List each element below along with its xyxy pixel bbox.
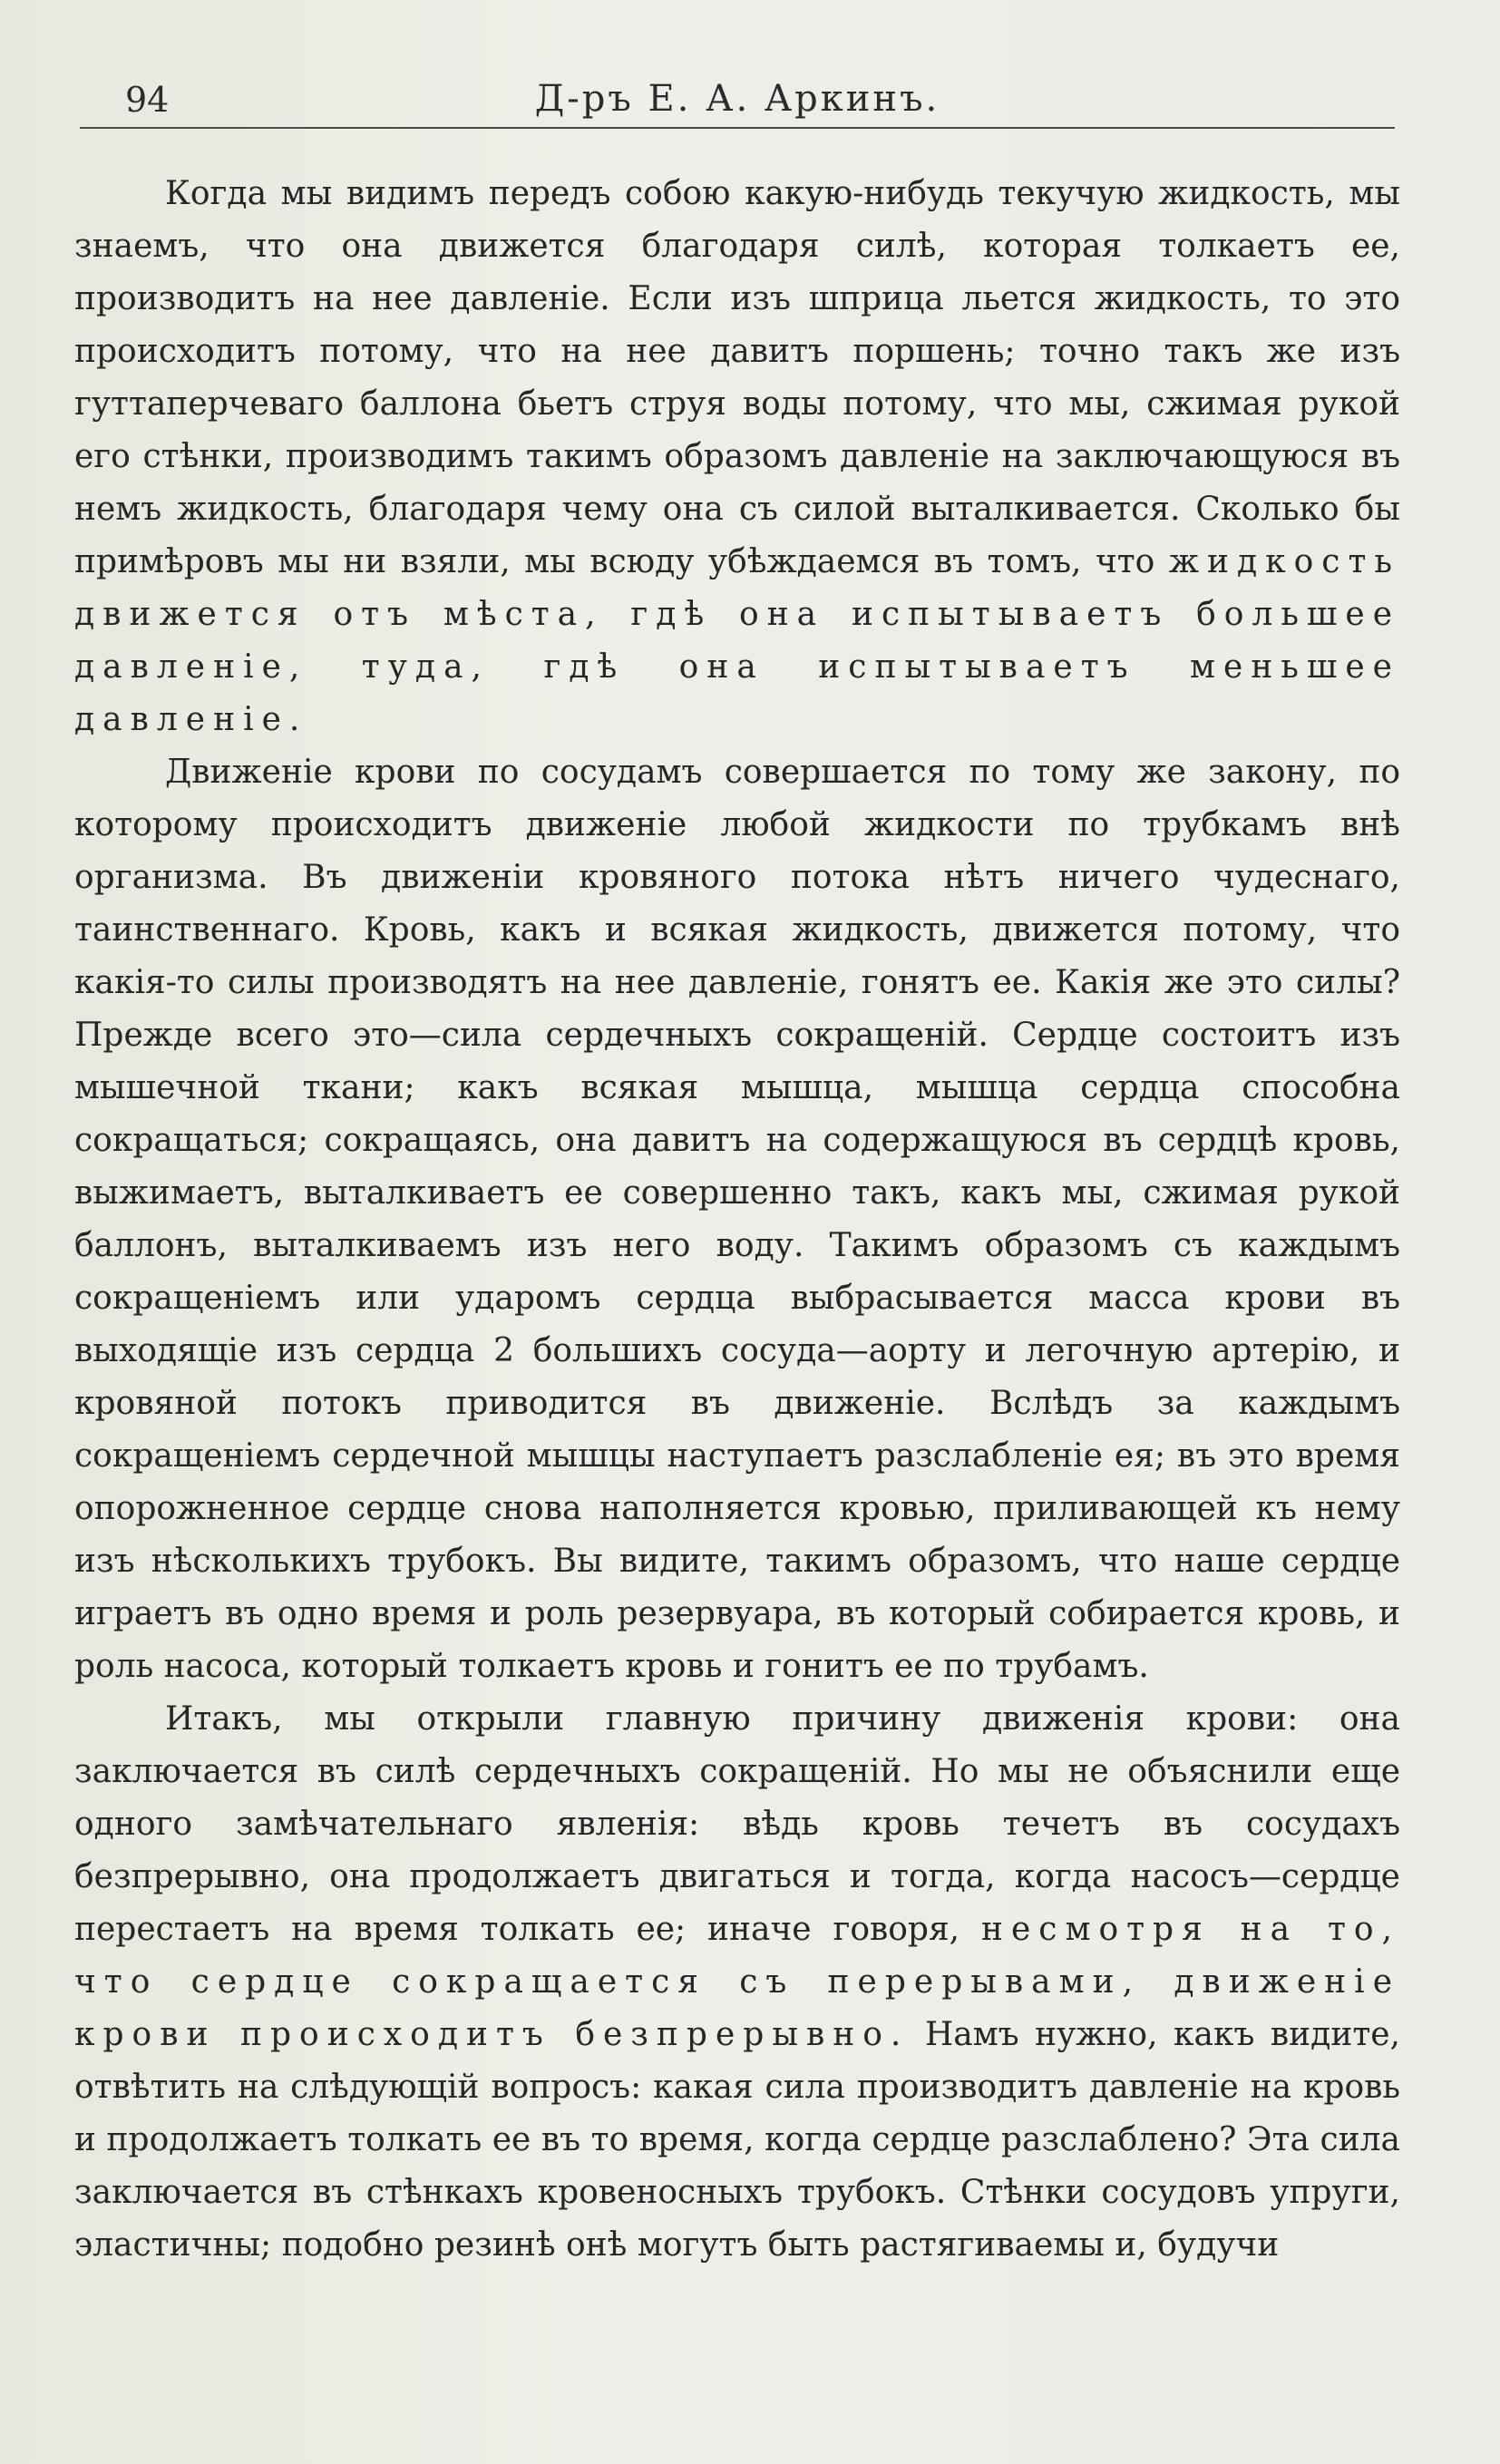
paragraph-3 <box>74 1693 1400 2272</box>
running-title: Д-ръ Е. А. Аркинъ. <box>534 78 940 120</box>
paragraph-1-emphasis: жидкость движется отъ мѣста, гдѣ она испытываетъ большее давленіе, туда, гдѣ она испытываетъ меньшее давленіе. <box>74 543 1400 738</box>
paragraph-1 <box>74 168 1400 746</box>
paragraph-2 <box>74 746 1400 1693</box>
paragraph-2-text: Движеніе крови по сосудамъ совершается по тому же закону, по которому происходитъ движеніе любой жидкости по трубкамъ внѣ организма. Въ движеніи кровяного потока нѣтъ ничего чудеснаго, таинственнаго. Кровь, какъ и всякая жидкость, движется потому, что какія-то силы производятъ на нее давленіе, гонятъ ее. Какія же это силы? Прежде всего это—сила сердечныхъ сокращеній. Сердце состоитъ изъ мышечной ткани; какъ всякая мышца, мышца сердца способна сокращаться; сокращаясь, она давитъ на содержащуюся въ сердцѣ кровь, выжимаетъ, выталкиваетъ ее совершенно такъ, какъ мы, сжимая рукой баллонъ, выталкиваемъ изъ него воду. Такимъ образомъ съ каждымъ сокращеніемъ или ударомъ сердца выбрасывается масса крови въ выходящіе изъ сердца 2 большихъ сосуда—аорту и легочную артерію, и кровяной потокъ приводится въ движеніе. Вслѣдъ за каждымъ сокращеніемъ сердечной мышцы наступаетъ разслабленіе ея; въ это время опорожненное сердце снова наполняется кровью, приливающей къ нему изъ нѣсколькихъ трубокъ. Вы видите, такимъ образомъ, что наше сердце играетъ въ одно время и роль резервуара, въ который собирается кровь, и роль насоса, который толкаетъ кровь и гонитъ ее по трубамъ. <box>74 754 1400 1685</box>
paragraph-3-emphasis: несмотря на то, что сердце сокращается съ перерывами, движеніе крови происходитъ безпрерывно. <box>74 1911 1400 2053</box>
page-number: 94 <box>125 80 170 120</box>
paragraph-3-tail: Намъ нужно, какъ видите, отвѣтить на слѣдующій вопросъ: какая сила производитъ давленіе на кровь и продолжаетъ толкать ее въ то время, когда сердце разслаблено? Эта сила заключается въ стѣнкахъ кровеносныхъ трубокъ. Стѣнки сосудовъ упруги, эластичны; подобно резинѣ онѣ могутъ быть растягиваемы и, будучи <box>74 2016 1400 2264</box>
paragraph-1-text: Когда мы видимъ передъ собою какую-нибудь текучую жидкость, мы знаемъ, что она движется благодаря силѣ, которая толкаетъ ее, производитъ на нее давленіе. Если изъ шприца льется жидкость, то это происходитъ потому, что на нее давитъ поршень; точно такъ же изъ гуттаперчеваго баллона бьетъ струя воды потому, что мы, сжимая рукой его стѣнки, производимъ такимъ образомъ давленіе на заключающуюся въ немъ жидкость, благодаря чему она съ силой выталкивается. Сколько бы примѣровъ мы ни взяли, мы всюду убѣждаемся въ томъ, что <box>74 175 1400 580</box>
header-rule <box>80 127 1395 129</box>
page-header <box>80 73 1395 136</box>
body-text <box>74 168 1400 2272</box>
paragraph-3-text: Итакъ, мы открыли главную причину движенія крови: она заключается въ силѣ сердечныхъ сокращеній. Но мы не объяснили еще одного замѣчательнаго явленія: вѣдь кровь течетъ въ сосудахъ безпрерывно, она продолжаетъ двигаться и тогда, когда насосъ—сердце перестаетъ на время толкать ее; иначе говоря, <box>74 1700 1400 1948</box>
